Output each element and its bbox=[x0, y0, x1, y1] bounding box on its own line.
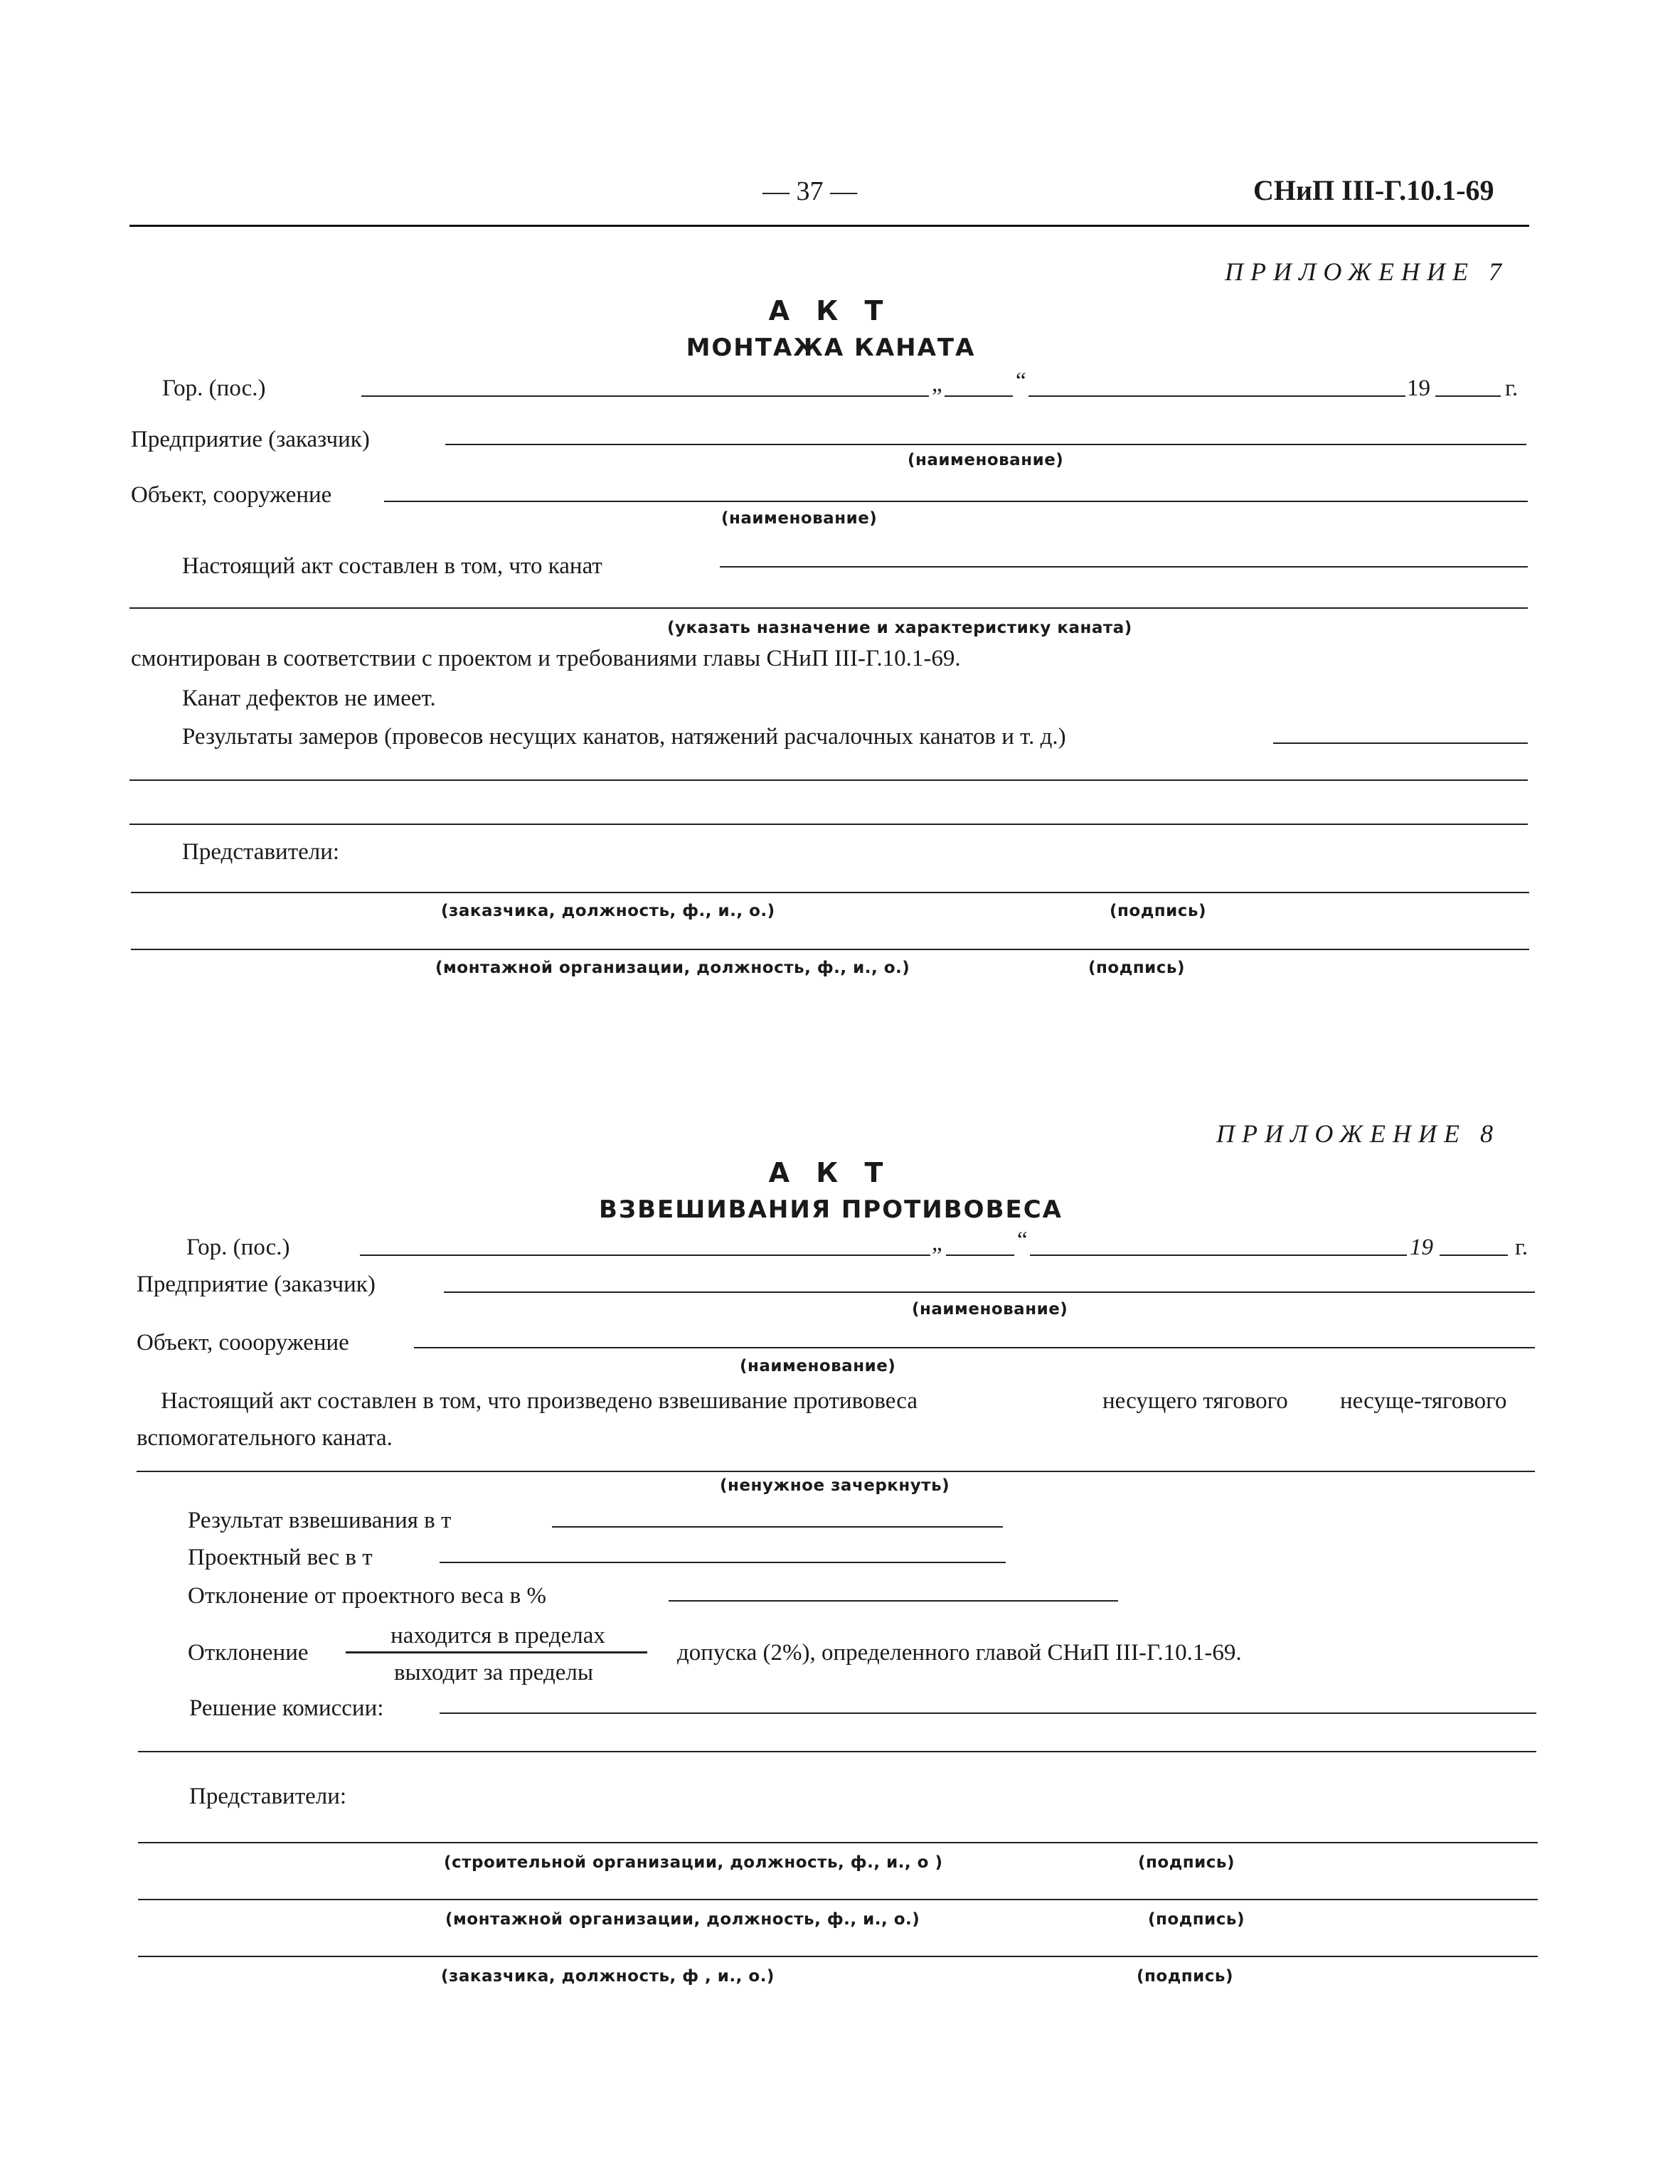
date-quote-close: “ bbox=[1016, 368, 1026, 394]
signer-sign-builder: (подпись) bbox=[1138, 1853, 1235, 1872]
year-field[interactable] bbox=[1435, 395, 1501, 397]
signer-line-installer[interactable] bbox=[131, 949, 1529, 950]
signer-line-customer[interactable] bbox=[131, 892, 1529, 893]
statement-line-2: вспомогательного каната. bbox=[137, 1425, 393, 1451]
signer-sign-customer: (подпись) bbox=[1110, 902, 1206, 920]
day-field[interactable] bbox=[946, 1255, 1014, 1256]
representatives-label: Представители: bbox=[182, 839, 340, 865]
statement-field[interactable] bbox=[137, 1471, 1535, 1472]
act-7-akt: А К Т bbox=[768, 295, 892, 326]
city-label: Гор. (пос.) bbox=[162, 375, 266, 401]
statement-option-1: несущего тягового bbox=[1102, 1388, 1288, 1414]
weigh-result-field[interactable] bbox=[552, 1526, 1003, 1528]
month-field[interactable] bbox=[1028, 395, 1405, 397]
signer-line-builder[interactable] bbox=[138, 1842, 1538, 1843]
statement-text: Настоящий акт составлен в том, что канат bbox=[182, 553, 602, 579]
object-field[interactable] bbox=[414, 1347, 1535, 1348]
no-defects-text: Канат дефектов не имеет. bbox=[182, 686, 436, 711]
act-8-title: ВЗВЕШИВАНИЯ ПРОТИВОВЕСА bbox=[599, 1195, 1063, 1224]
weigh-result-label: Результат взвешивания в т bbox=[188, 1508, 452, 1533]
enterprise-caption: (наименование) bbox=[908, 451, 1064, 469]
act-7-title: МОНТАЖА КАНАТА bbox=[686, 334, 976, 362]
signer-role-customer: (заказчика, должность, ф., и., о.) bbox=[441, 902, 775, 920]
act-8-akt: А К Т bbox=[768, 1157, 892, 1188]
year-prefix: 19 bbox=[1407, 375, 1430, 401]
enterprise-caption: (наименование) bbox=[912, 1300, 1068, 1319]
deviation-label: Отклонение bbox=[188, 1640, 309, 1666]
month-field[interactable] bbox=[1030, 1255, 1407, 1256]
signer-line-installer[interactable] bbox=[138, 1899, 1538, 1900]
signer-role-installer: (монтажной организации, должность, ф., и., о.) bbox=[445, 1910, 920, 1929]
decision-field-2[interactable] bbox=[138, 1751, 1536, 1752]
statement-option-2: несуще-тягового bbox=[1340, 1388, 1507, 1414]
object-label: Объект, соооружение bbox=[137, 1330, 349, 1355]
page-number: — 37 — bbox=[762, 176, 857, 206]
object-label: Объект, сооружение bbox=[131, 482, 332, 508]
deviation-fraction-bar bbox=[346, 1651, 647, 1653]
decision-field-1[interactable] bbox=[440, 1712, 1536, 1714]
document-code: СНиП III-Г.10.1-69 bbox=[1253, 174, 1494, 206]
deviation-pct-label: Отклонение от проектного веса в % bbox=[188, 1583, 546, 1609]
signer-role-customer: (заказчика, должность, ф , и., о.) bbox=[441, 1967, 775, 1986]
header-rule bbox=[129, 225, 1529, 227]
year-prefix: 19 bbox=[1410, 1235, 1433, 1260]
signer-sign-customer: (подпись) bbox=[1137, 1967, 1233, 1986]
object-caption: (наименование) bbox=[740, 1357, 896, 1375]
signer-role-builder: (строительной организации, должность, ф., и., о ) bbox=[444, 1853, 943, 1872]
enterprise-label: Предприятие (заказчик) bbox=[131, 427, 370, 452]
rope-field-1[interactable] bbox=[720, 566, 1528, 568]
design-weight-field[interactable] bbox=[440, 1562, 1006, 1563]
decision-label: Решение комиссии: bbox=[189, 1695, 384, 1721]
appendix-8-label: ПРИЛОЖЕНИЕ 8 bbox=[1216, 1119, 1500, 1148]
date-quote-open: „ bbox=[932, 371, 942, 397]
appendix-7-label: ПРИЛОЖЕНИЕ 7 bbox=[1225, 257, 1509, 286]
city-field[interactable] bbox=[360, 1255, 930, 1256]
statement-line-1: Настоящий акт составлен в том, что произведено взвешивание противовеса bbox=[161, 1388, 918, 1414]
design-weight-label: Проектный вес в т bbox=[188, 1545, 373, 1570]
object-field[interactable] bbox=[384, 501, 1528, 502]
year-field[interactable] bbox=[1440, 1255, 1508, 1256]
date-quote-open: „ bbox=[932, 1230, 942, 1256]
deviation-outside: выходит за пределы bbox=[393, 1660, 594, 1685]
measurements-field-2[interactable] bbox=[129, 779, 1528, 781]
strike-caption: (ненужное зачеркнуть) bbox=[720, 1476, 950, 1495]
tolerance-text: допуска (2%), определенного главой СНиП III-Г.10.1-69. bbox=[677, 1640, 1242, 1666]
year-suffix: г. bbox=[1505, 375, 1519, 401]
rope-field-2[interactable] bbox=[129, 607, 1528, 609]
deviation-pct-field[interactable] bbox=[669, 1600, 1118, 1602]
mounted-text: смонтирован в соответствии с проектом и требованиями главы СНиП III-Г.10.1-69. bbox=[131, 646, 961, 671]
year-suffix: г. bbox=[1515, 1235, 1529, 1260]
enterprise-field[interactable] bbox=[444, 1291, 1535, 1293]
deviation-within: находится в пределах bbox=[390, 1623, 605, 1648]
representatives-label: Представители: bbox=[189, 1784, 347, 1809]
signer-sign-installer: (подпись) bbox=[1148, 1910, 1245, 1929]
signer-sign-installer: (подпись) bbox=[1088, 959, 1185, 977]
measurements-text: Результаты замеров (провесов несущих канатов, натяжений расчалочных канатов и т. д.) bbox=[182, 724, 1066, 750]
day-field[interactable] bbox=[945, 395, 1013, 397]
date-quote-close: “ bbox=[1017, 1227, 1028, 1253]
measurements-field-3[interactable] bbox=[129, 824, 1528, 825]
city-label: Гор. (пос.) bbox=[186, 1235, 290, 1260]
enterprise-field[interactable] bbox=[445, 444, 1526, 445]
enterprise-label: Предприятие (заказчик) bbox=[137, 1272, 376, 1297]
measurements-field-1[interactable] bbox=[1273, 742, 1528, 744]
rope-caption: (указать назначение и характеристику каната) bbox=[667, 619, 1132, 637]
object-caption: (наименование) bbox=[721, 509, 878, 528]
signer-role-installer: (монтажной организации, должность, ф., и., о.) bbox=[435, 959, 910, 977]
city-field[interactable] bbox=[361, 395, 929, 397]
signer-line-customer[interactable] bbox=[138, 1956, 1538, 1957]
